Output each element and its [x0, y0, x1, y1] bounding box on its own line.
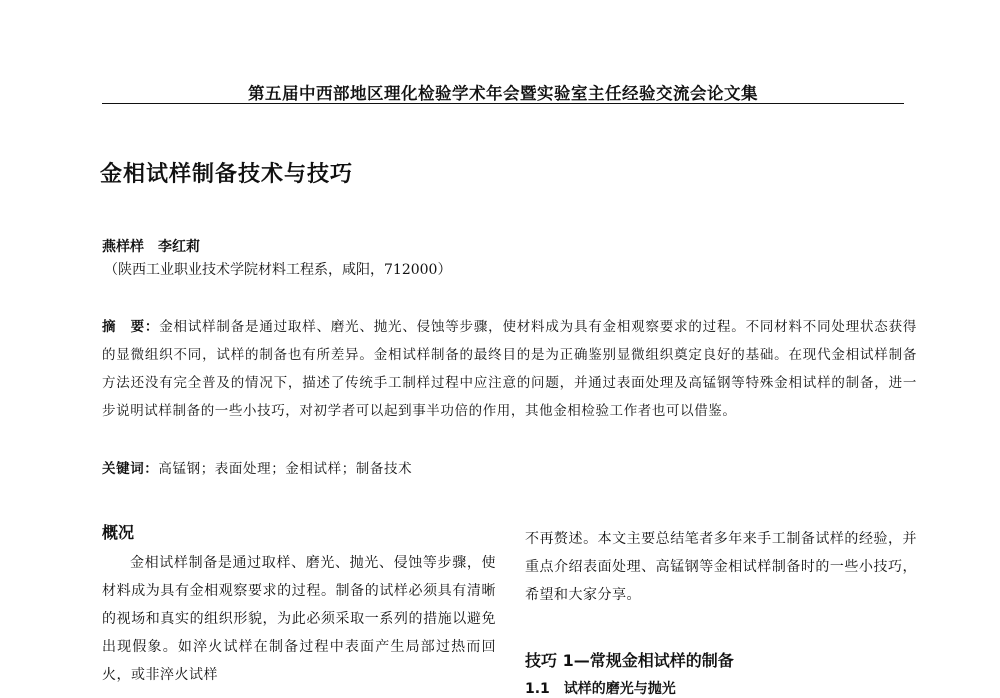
right-paragraph: 不再赘述。本文主要总结笔者多年来手工制备试样的经验，并重点介绍表面处理、高锰钢等金相试样制备时的一些小技巧，希望和大家分享。: [525, 531, 917, 603]
header-rule: [102, 103, 904, 104]
keywords: [102, 457, 412, 477]
tip1-heading: 技巧 1—常规金相试样的制备: [525, 651, 734, 670]
overview-heading: 概况: [102, 523, 135, 542]
keywords-label: 关键词：: [102, 461, 159, 477]
overview-paragraph: 金相试样制备是通过取样、磨光、抛光、侵蚀等步骤，使材料成为具有金相观察要求的过程。制备的试样必须具有清晰的视场和真实的组织形貌，为此必须采取一系列的措施以避免出现假象。如淬火试样在制备过程中表面产生局部过热而回火，或非淬火试样: [102, 555, 496, 683]
left-column: [102, 520, 496, 689]
paper-title: 金相试样制备技术与技巧: [100, 162, 354, 187]
abstract: [102, 313, 917, 425]
abstract-text: 金相试样制备是通过取样、磨光、抛光、侵蚀等步骤，使材料成为具有金相观察要求的过程。不同材料不同处理状态获得的显微组织不同，试样的制备也有所差异。金相试样制备的最终目的是为正确鉴别显微组织奠定良好的基础。在现代金相试样制备方法还没有完全普及的情况下，描述了传统手工制样过程中应注意的问题，并通过表面处理及高锰钢等特殊金相试样的制备，进一步说明试样制备的一些小技巧，对初学者可以起到事半功倍的作用，其他金相检验工作者也可以借鉴。: [102, 319, 917, 419]
right-column: [525, 525, 917, 609]
running-header: 第五届中西部地区理化检验学术年会暨实验室主任经验交流会论文集: [248, 84, 758, 103]
authors: 燕样样 李红莉: [102, 239, 200, 255]
subsection-heading: 1.1 试样的磨光与抛光: [525, 681, 676, 697]
affiliation: （陕西工业职业技术学院材料工程系，咸阳，712000）: [104, 262, 452, 278]
keywords-text: 高锰钢；表面处理；金相试样；制备技术: [158, 461, 413, 477]
abstract-label: 摘 要：: [102, 319, 160, 335]
